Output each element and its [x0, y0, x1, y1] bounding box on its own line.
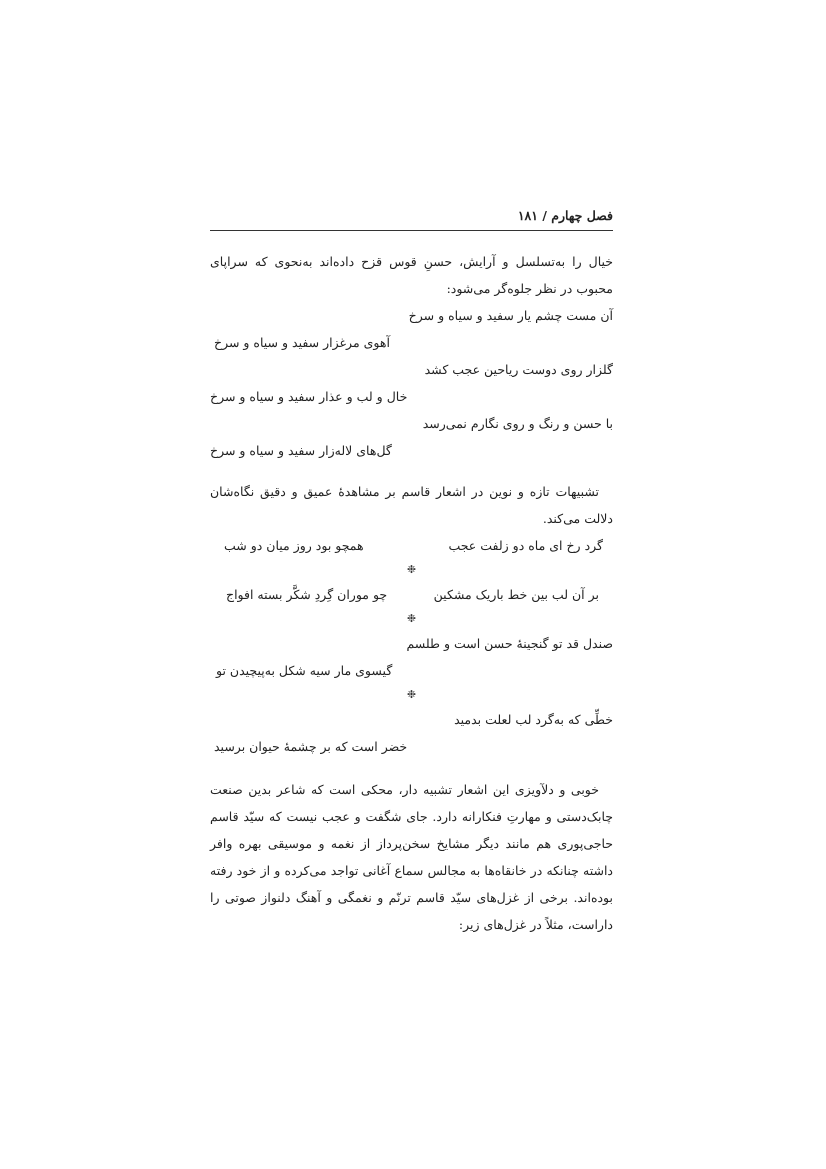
- poem-line: خطِّی که به‌گرد لب لعلت بدمید: [454, 712, 613, 727]
- poem-khat: [210, 706, 613, 760]
- chapter-title: فصل چهارم: [551, 208, 613, 223]
- couplet-1: [210, 532, 613, 559]
- poem-line: آن مست چشم یار سفید و سیاه و سرخ: [408, 308, 613, 323]
- poem-line: گلزار روی دوست ریاحین عجب کشد: [424, 362, 613, 377]
- hemistich-right: گرد رخ ای ماه دو زلفت عجب: [448, 538, 603, 553]
- header-text: [518, 208, 613, 223]
- poem-line: خال و لب و عذار سفید و سیاه و سرخ: [210, 389, 408, 404]
- poem-colors: [210, 302, 613, 464]
- book-page: [210, 200, 613, 938]
- hemistich-left: چو موران گِردِ شکَّر بسته افواج: [226, 587, 388, 602]
- hemistich-left: همچو بود روز میان دو شب: [224, 538, 364, 553]
- poem-line: خضر است که بر چشمهٔ حیوان برسید: [214, 739, 408, 754]
- poem-line: با حسن و رنگ و روی نگارم نمی‌رسد: [422, 416, 613, 431]
- hemistich-right: بر آن لب بین خط باریک مشکین: [433, 587, 599, 602]
- separator-ornament: ❉: [406, 688, 417, 701]
- separator-ornament: ❉: [406, 612, 417, 625]
- poem-line: صندل قد تو گنجینهٔ حسن است و طلسم: [406, 636, 613, 651]
- poem-line: آهوی مرغزار سفید و سیاه و سرخ: [214, 335, 390, 350]
- paragraph-similes: تشبیهات تازه و نوین در اشعار قاسم بر مشاهدهٔ عمیق و دقیق نگاه‌شان دلالت می‌کند.: [210, 484, 613, 526]
- intro-paragraph: خیال را به‌تسلسل و آرایش، حسنِ قوس قزح داده‌اند به‌نحوی که سراپای محبوب در نظر جلوه‌گر می‌شود:: [210, 254, 613, 296]
- poem-line: گیسوی مار سیه شکل به‌پیچیدن تو: [216, 663, 393, 678]
- poem-line: گل‌های لاله‌زار سفید و سیاه و سرخ: [210, 443, 392, 458]
- couplet-2: [210, 581, 613, 608]
- paragraph-music: خوبی و دلآویزی این اشعار تشبیه دار، محکی است که شاعر بدین صنعت چابک‌دستی و مهارتِ فنکارانه دارد. جای شگفت و عجب نیست که سیّد قاسم حاجی‌پوری هم مانند دیگر مشایخ سخن‌پرداز از نغمه و موسیقی بهره وافر داشته چنانکه در خانقاه‌ها به مجالس سماع آغانی تواجد می‌کرده و از خود رفته بوده‌اند. برخی از غزل‌های سیّد قاسم ترنّم و نغمگی و آهنگ دلنواز صوتی را داراست، مثلاً در غزل‌های زیر:: [210, 782, 613, 932]
- page-number: ۱۸۱: [517, 208, 538, 223]
- separator-ornament: ❉: [406, 563, 417, 576]
- running-header: [210, 200, 613, 231]
- header-separator: /: [542, 208, 547, 223]
- poem-sandal: [210, 630, 613, 684]
